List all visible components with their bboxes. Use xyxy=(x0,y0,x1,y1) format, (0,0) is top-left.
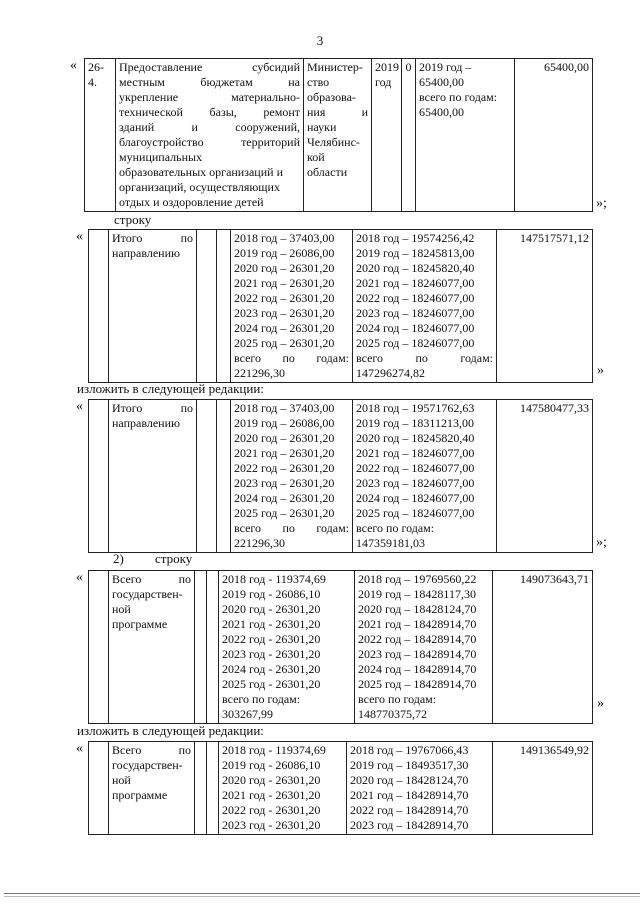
federal-budget-col: 2018 год – 19767066,43 2019 год – 18493517,30 2020 год – 18428124,70 2021 год – 18428914,70 2022 год – 18428914,70 2023 год – 18428914,70 xyxy=(347,742,493,835)
total-cell: 147580477,33 xyxy=(497,400,593,553)
itogo-old-table xyxy=(88,229,593,383)
federal-budget-col: 2018 год – 19574256,42 2019 год – 18245813,00 2020 год – 18245820,40 2021 год – 18246077,00 2022 год – 18246077,00 2023 год – 18246077,00 2024 год – 18246077,00 2025 год – 18246077,00 всего по годам: 147296274,82 xyxy=(353,230,497,383)
open-quote-4: « xyxy=(76,570,83,585)
itogo-new-table xyxy=(88,399,593,553)
vsego-label: Всего по государствен- ной программе xyxy=(109,571,195,724)
page-number: 3 xyxy=(316,33,324,48)
regional-budget-col: 2018 год – 37403,00 2019 год – 26086,00 2020 год – 26301,20 2021 год – 26301,20 2022 год – 26301,20 2023 год – 26301,20 2024 год – 26301,20 2025 год – 26301,20 всего по годам: 221296,30 xyxy=(231,400,353,553)
itogo-label: Итого по направлению xyxy=(109,400,197,553)
open-quote-2: « xyxy=(76,229,83,244)
funding-cell: 2019 год – 65400,00 всего по годам: 65400,00 xyxy=(416,59,515,212)
federal-budget-col: 2018 год – 19769560,22 2019 год – 18428117,30 2020 год – 18428124,70 2021 год – 18428914,70 2022 год – 18428914,70 2023 год – 18428914,70 2024 год – 18428914,70 2025 год – 18428914,70 всего по годам: 148770375,72 xyxy=(355,571,493,724)
open-quote-3: « xyxy=(76,399,83,414)
vsego-label: Всего по государствен- ной программе xyxy=(109,742,195,835)
total-cell: 147517571,12 xyxy=(497,230,593,383)
row-number: 26-4. xyxy=(85,59,116,212)
vsego-new-table xyxy=(88,741,593,835)
label-edit-1: изложить в следующей редакции: xyxy=(77,381,264,396)
label-stroku-2-num: 2) xyxy=(113,551,124,566)
label-stroku-2: строку xyxy=(155,551,193,566)
close-quote-3: »; xyxy=(596,535,607,550)
close-quote-4: » xyxy=(597,696,604,711)
open-quote-1: « xyxy=(70,58,77,73)
label-edit-2: изложить в следующей редакции: xyxy=(77,723,264,738)
executor: Министер- ство образова- ния и науки Челябинс- кой области xyxy=(304,59,372,212)
footer-rule xyxy=(4,893,640,894)
regional-budget-col: 2018 год - 119374,69 2019 год - 26086,10 2020 год - 26301,20 2021 год - 26301,20 2022 год - 26301,20 2023 год - 26301,20 xyxy=(219,742,347,835)
zero-cell: 0 xyxy=(402,59,416,212)
measure-name: Предоставление субсидий местным бюджетам на укрепление материально- технической базы, ремонт зданий и сооружений, благоустройство территорий муниципальных образовательных организаций и организаций, осуществляющих отдых и оздоровление детей xyxy=(116,59,304,212)
close-quote-2: » xyxy=(597,363,604,378)
total-cell: 65400,00 xyxy=(515,59,593,212)
total-cell: 149073643,71 xyxy=(493,571,593,724)
itogo-label: Итого по направлению xyxy=(109,230,197,383)
federal-budget-col: 2018 год – 19571762,63 2019 год – 18311213,00 2020 год – 18245820,40 2021 год – 18246077,00 2022 год – 18246077,00 2023 год – 18246077,00 2024 год – 18246077,00 2025 год – 18246077,00 всего по годам: 147359181,03 xyxy=(353,400,497,553)
open-quote-5: « xyxy=(76,741,83,756)
regional-budget-col: 2018 год - 119374,69 2019 год - 26086,10 2020 год - 26301,20 2021 год - 26301,20 2022 год - 26301,20 2023 год - 26301,20 2024 год - 26301,20 2025 год - 26301,20 всего по годам: 303267,99 xyxy=(219,571,355,724)
vsego-old-table xyxy=(88,570,593,724)
regional-budget-col: 2018 год – 37403,00 2019 год – 26086,00 2020 год – 26301,20 2021 год – 26301,20 2022 год – 26301,20 2023 год – 26301,20 2024 год – 26301,20 2025 год – 26301,20 всего по годам: 221296,30 xyxy=(231,230,353,383)
label-stroku-1: строку xyxy=(114,212,152,227)
year-cell: 2019 год xyxy=(372,59,402,212)
row-26-4-table xyxy=(84,58,593,212)
total-cell: 149136549,92 xyxy=(493,742,593,835)
close-quote-1: »; xyxy=(596,196,607,211)
footer-rule-secondary xyxy=(4,896,640,897)
